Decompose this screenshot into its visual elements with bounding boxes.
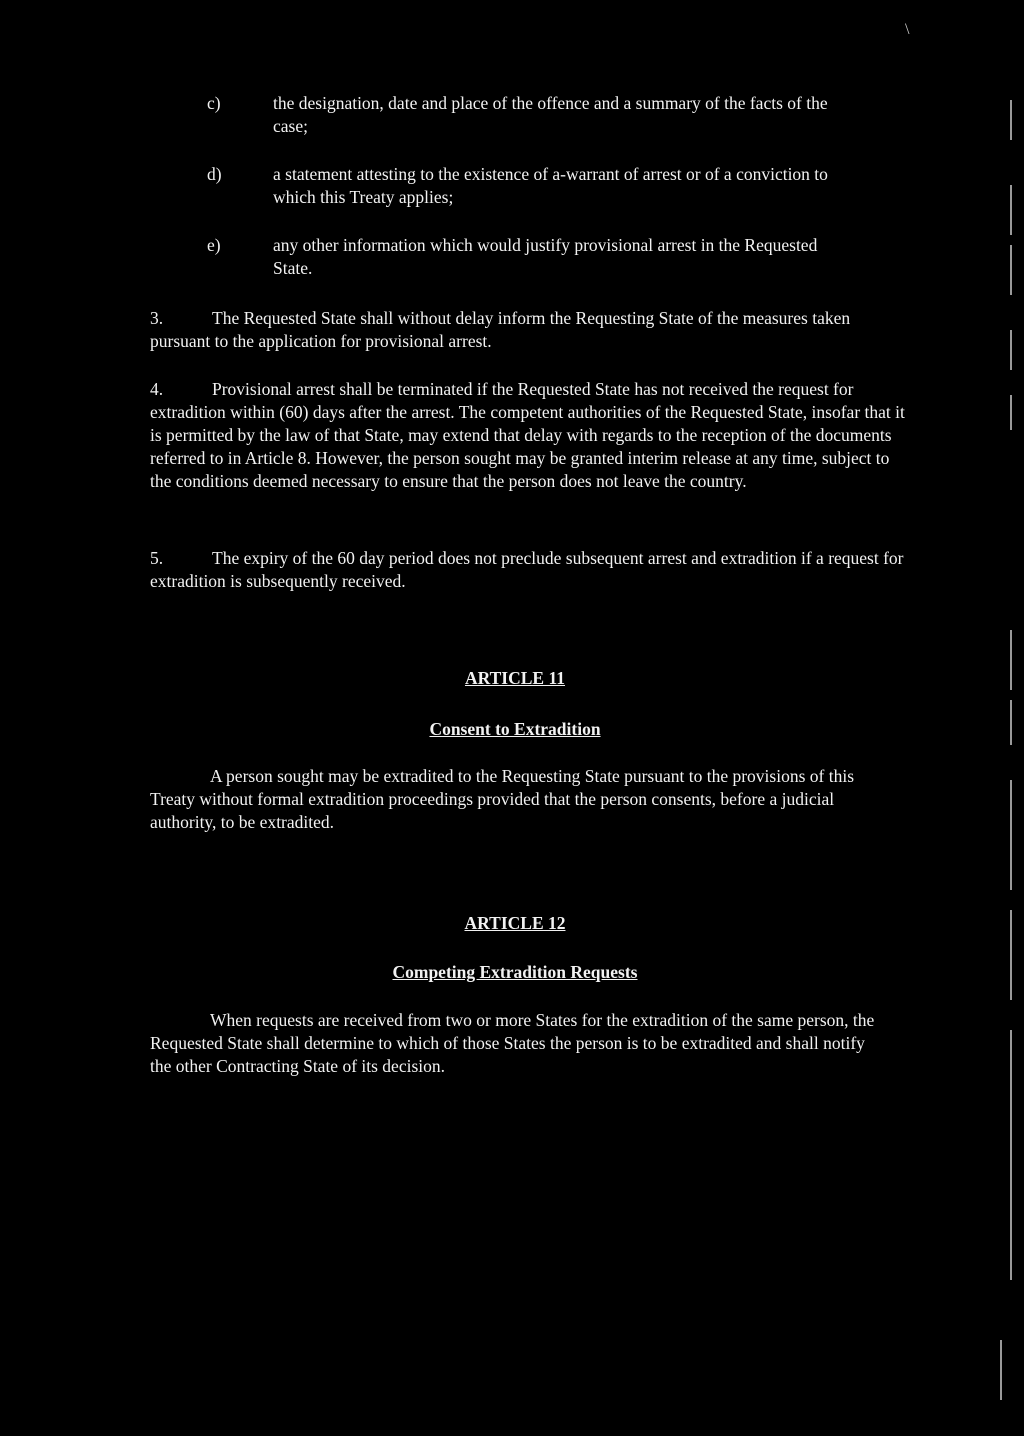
scan-edge-mark [1000, 1340, 1002, 1400]
list-text: the designation, date and place of the offence and a summary of the facts of the case; [273, 93, 828, 136]
scan-mark: \ [905, 21, 910, 38]
list-text: a statement attesting to the existence of a-warrant of arrest or of a conviction to which this Treaty applies; [273, 164, 828, 207]
paragraph-number: 5. [150, 548, 164, 568]
paragraph-number: 3. [150, 308, 164, 328]
scan-edge-mark [1010, 395, 1012, 430]
scan-edge-mark [1010, 330, 1012, 370]
scan-edge-mark [1010, 185, 1012, 235]
article-11-text: A person sought may be extradited to the Requesting State pursuant to the provisions of this Treaty without formal extradition proceedings provided that the person consents, before a judicial authority, to be extradited. [150, 766, 855, 832]
list-letter: d) [207, 164, 222, 184]
paragraph-4 [150, 378, 910, 493]
scan-edge-mark [1010, 630, 1012, 690]
article-11-body [150, 765, 890, 834]
paragraph-text: The expiry of the 60 day period does not preclude subsequent arrest and extradition if a request for extradition is subsequently received. [150, 548, 904, 591]
scan-edge-mark [1010, 245, 1012, 295]
scan-edge-mark [1010, 100, 1012, 140]
paragraph-text: Provisional arrest shall be terminated if the Requested State has not received the request for extradition within (60) days after the arrest. The competent authorities of the Requested State, insofar that it is permitted by the law of that State, may extend that delay with regards to the reception of the documents referred to in Article 8. However, the person sought may be granted interim release at any time, subject to the conditions deemed necessary to ensure that the person does not leave the country. [150, 379, 905, 491]
article-12-title: ARTICLE 12 [464, 913, 566, 933]
scan-edge-mark [1010, 1030, 1012, 1280]
paragraph-5 [150, 547, 910, 593]
scan-edge-mark [1010, 910, 1012, 1000]
paragraph-number: 4. [150, 379, 164, 399]
article-12-text: When requests are received from two or more States for the extradition of the same person, the Requested State shall determine to which of those States the person is to be extradited and shall notify the other Contracting State of its decision. [150, 1010, 875, 1076]
paragraph-3 [150, 307, 910, 353]
list-text: any other information which would justify provisional arrest in the Requested State. [273, 235, 818, 278]
list-letter: c) [207, 93, 221, 113]
article-12-body [150, 1009, 890, 1078]
article-11-title: ARTICLE 11 [464, 668, 566, 688]
article-12-subtitle: Competing Extradition Requests [392, 962, 638, 982]
scan-edge-mark [1010, 700, 1012, 745]
list-letter: e) [207, 235, 221, 255]
article-11-subtitle: Consent to Extradition [429, 719, 601, 739]
paragraph-text: The Requested State shall without delay inform the Requesting State of the measures taken pursuant to the application for provisional arrest. [150, 308, 851, 351]
scan-edge-mark [1010, 780, 1012, 890]
